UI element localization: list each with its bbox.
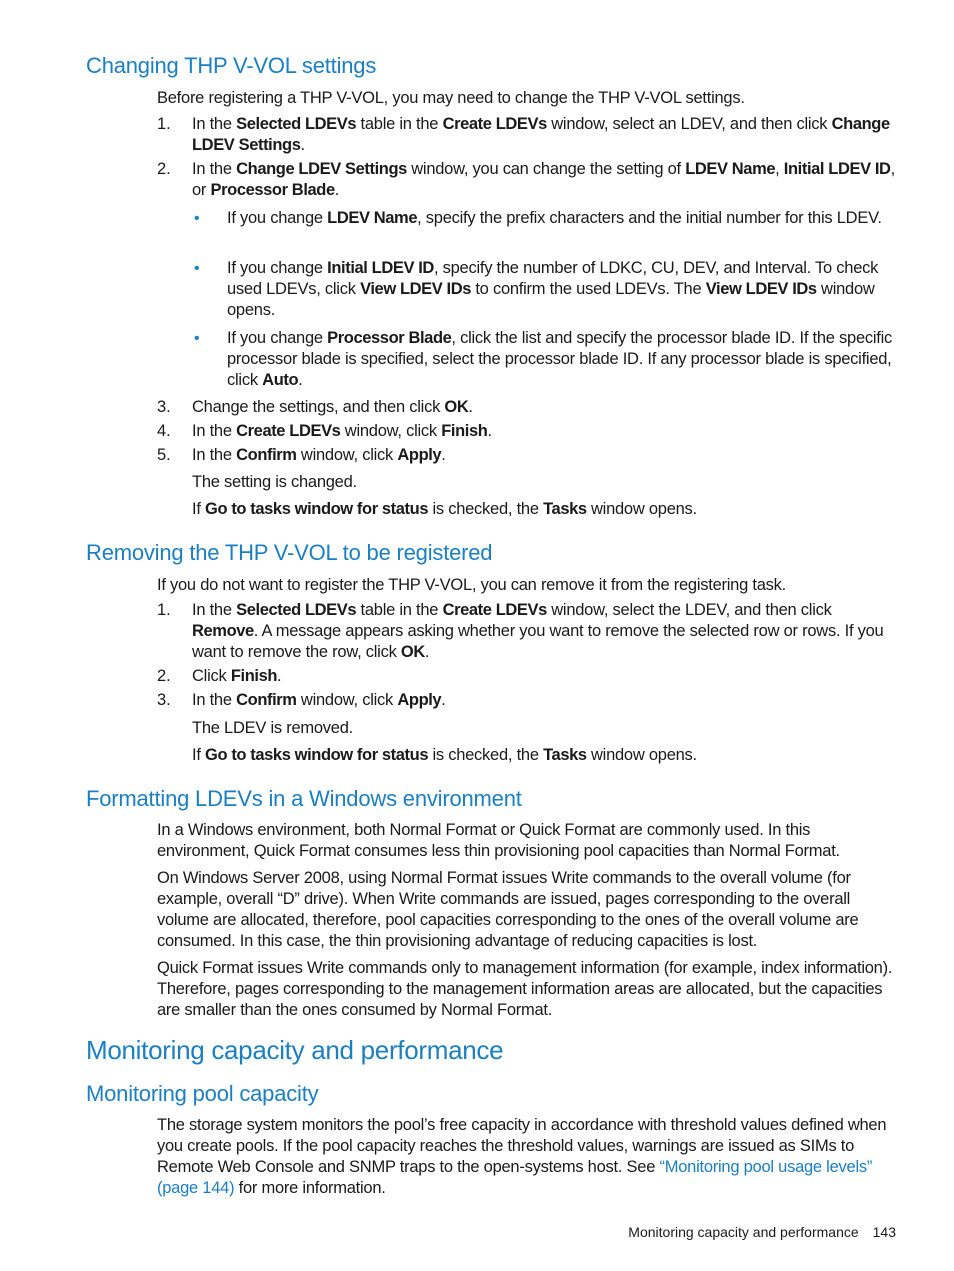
bullet-text: If you change Initial LDEV ID, specify the number of LDKC, CU, DEV, and Interval. To check used LDEVs, click View LDEV IDs to confirm the used LDEVs. The View LDEV IDs window opens. [227,259,879,319]
paragraph: Quick Format issues Write commands only to management information (for example, index information). Therefore, pages corresponding to the management information areas are allocated, but the capacities are smaller than the ones consumed by Normal Format. [157,959,893,1019]
paragraph: The storage system monitors the pool’s free capacity in accordance with threshold values defined when you create pools. If the pool capacity reaches the threshold values, warnings are issued as SIMs to Remote Web Console and SNMP traps to the open-systems host. See “Monitoring pool usage levels” (page 144) for more information. [157,1116,887,1197]
section-heading-monitoring-pool-capacity: Monitoring pool capacity [86,1081,319,1106]
bullet-text: If you change Processor Blade, click the list and specify the processor blade ID. If the specific processor blade is specified, select the processor blade ID. If any processor blade is specified, click Auto. [227,329,893,389]
step-number: 3. [157,691,171,709]
section-heading-removing-thp-vvol: Removing the THP V-VOL to be registered [86,540,493,565]
chapter-heading-monitoring-capacity: Monitoring capacity and performance [86,1035,504,1065]
footer-title: Monitoring capacity and performance [628,1224,859,1240]
bullet-icon: • [194,260,200,277]
step-text: Click Finish. [192,667,282,685]
step-result: The setting is changed. [192,473,357,491]
paragraph: If you do not want to register the THP V-VOL, you can remove it from the registering task. [157,576,786,594]
step-number: 2. [157,667,171,685]
step-result: The LDEV is removed. [192,719,353,737]
step-number: 5. [157,446,171,464]
step-number: 4. [157,422,171,440]
step-number: 1. [157,115,171,133]
paragraph: On Windows Server 2008, using Normal Format issues Write commands to the overall volume (for example, overall “D” drive). When Write commands are issued, pages corresponding to the overall volume are allocated, therefore, pool capacities corresponding to the ones of the overall volume are consumed. In this case, the thin provisioning advantage of reducing capacities is lost. [157,869,859,950]
section-heading-formatting-ldevs: Formatting LDEVs in a Windows environment [86,786,522,811]
paragraph: In a Windows environment, both Normal Format or Quick Format are commonly used. In this environment, Quick Format consumes less thin provisioning pool capacities than Normal Format. [157,821,840,860]
step-text: Change the settings, and then click OK. [192,398,473,416]
step-note: If Go to tasks window for status is checked, the Tasks window opens. [192,746,697,764]
page-footer [560,1222,896,1242]
step-text: In the Confirm window, click Apply. [192,691,446,709]
step-note: If Go to tasks window for status is checked, the Tasks window opens. [192,500,697,518]
step-text: In the Change LDEV Settings window, you can change the setting of LDEV Name, Initial LDEV ID, or Processor Blade. [192,160,895,199]
bullet-text: If you change LDEV Name, specify the prefix characters and the initial number for this LDEV. [227,209,882,227]
step-number: 3. [157,398,171,416]
cross-reference-link[interactable]: “Monitoring pool usage levels” (page 144) [157,1158,873,1197]
step-text: In the Create LDEVs window, click Finish. [192,422,492,440]
page-number: 143 [872,1224,896,1240]
bullet-icon: • [194,330,200,347]
step-text: In the Confirm window, click Apply. [192,446,446,464]
step-text: In the Selected LDEVs table in the Create LDEVs window, select the LDEV, and then click Remove. A message appears asking whether you want to remove the selected row or rows. If you want to remove the row, click OK. [192,601,884,661]
bullet-icon: • [194,210,200,227]
paragraph: Before registering a THP V-VOL, you may need to change the THP V-VOL settings. [157,89,745,107]
step-text: In the Selected LDEVs table in the Create LDEVs window, select an LDEV, and then click Change LDEV Settings. [192,115,890,154]
step-number: 1. [157,601,171,619]
section-heading-changing-thp-vvol-settings: Changing THP V-VOL settings [86,53,377,78]
step-number: 2. [157,160,171,178]
